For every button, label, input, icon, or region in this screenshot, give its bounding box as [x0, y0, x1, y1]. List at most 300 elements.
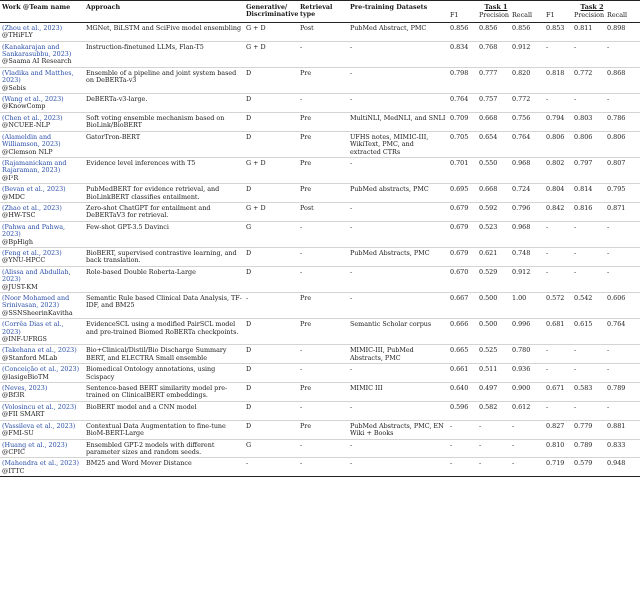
score-cell-t2f1: 0.681: [546, 320, 565, 329]
team-cell: [0, 67, 84, 93]
table-row: [0, 112, 640, 131]
table-row: [0, 383, 640, 402]
score-cell-t1f1: 0.596: [450, 402, 469, 411]
retrieval-cell: Pre: [300, 185, 312, 194]
citation-link[interactable]: (Huang et al., 2023): [2, 440, 68, 449]
score-cell-t2f1: -: [546, 222, 549, 231]
score-cell-t1r: 0.772: [512, 95, 531, 104]
generative-cell: -: [246, 294, 249, 302]
score-cell-t2f1: 0.794: [546, 113, 565, 122]
citation-link[interactable]: (Alameldin and Williamson, 2023): [2, 132, 61, 149]
citation-link[interactable]: (Noor Mohamed and Srinivasan, 2023): [2, 294, 70, 310]
team-name: @Sebis: [2, 83, 26, 92]
pretraining-cell: -: [350, 158, 353, 167]
score-cell-t1f1: -: [450, 440, 453, 449]
score-cell-t2p: -: [574, 95, 577, 104]
generative-cell: G + D: [246, 42, 266, 51]
pretraining-cell: -: [350, 402, 353, 411]
pretraining-cell: MIMIC-III, PubMed Abstracts, PMC: [350, 346, 414, 362]
score-cell-t1p: 0.529: [479, 267, 498, 276]
pretraining-cell: -: [350, 440, 353, 449]
header-task1-recall: Recall: [512, 12, 533, 20]
generative-cell: G: [246, 440, 252, 449]
table-row: [0, 94, 640, 113]
score-cell-t1p: 0.582: [479, 402, 498, 411]
score-cell-t1r: 1.00: [512, 294, 527, 302]
team-name: @THiFLY: [2, 31, 33, 40]
retrieval-cell: -: [300, 459, 303, 468]
pretraining-cell: Semantic Scholar corpus: [350, 320, 432, 329]
score-cell-t1f1: 0.798: [450, 68, 469, 77]
generative-cell: D: [246, 365, 252, 374]
score-cell-t1p: 0.500: [479, 294, 498, 302]
score-cell-t2r: 0.868: [607, 68, 626, 77]
header-task1-f1: F1: [450, 12, 459, 20]
generative-cell: D: [246, 248, 252, 257]
score-cell-t1r: 0.996: [512, 320, 531, 329]
retrieval-cell: Pre: [300, 132, 312, 141]
pretraining-cell: MIMIC III: [350, 384, 383, 393]
score-cell-t2f1: 0.671: [546, 384, 565, 393]
score-cell-t2r: 0.764: [607, 320, 626, 329]
pretraining-cell: UFHS notes, MIMIC-III, WikiText, PMC, and extracted CTRs: [350, 132, 429, 156]
approach-cell: GatorTron-BERT: [86, 132, 141, 141]
score-cell-t2p: 0.814: [574, 185, 593, 194]
pretraining-cell: -: [350, 294, 353, 302]
team-name: @ITTC: [2, 466, 25, 475]
approach-cell: Ensembled GPT-2 models with different parameter sizes and random seeds.: [86, 440, 215, 456]
retrieval-cell: Pre: [300, 384, 312, 393]
retrieval-cell: Pre: [300, 113, 312, 122]
team-cell: [0, 401, 84, 420]
score-cell-t2p: 0.542: [574, 294, 593, 302]
team-cell: [0, 157, 84, 183]
team-name: @FMI-SU: [2, 429, 34, 438]
team-cell: [0, 458, 84, 477]
approach-cell: Zero-shot ChatGPT for entailment and DeBERTaV3 for retrieval.: [86, 203, 211, 220]
score-cell-t2f1: 0.827: [546, 421, 565, 430]
retrieval-cell: -: [300, 267, 303, 276]
header-task2-f1: F1: [546, 12, 555, 20]
generative-cell: D: [246, 95, 252, 104]
retrieval-cell: Pre: [300, 158, 312, 167]
score-cell-t2p: -: [574, 365, 577, 374]
score-cell-t2r: 0.806: [607, 132, 626, 141]
team-name: @NCUEE-NLP: [2, 121, 51, 130]
score-cell-t1r: 0.912: [512, 42, 531, 51]
score-cell-t1p: 0.768: [479, 42, 498, 51]
retrieval-cell: -: [300, 365, 303, 374]
retrieval-cell: -: [300, 402, 303, 411]
retrieval-cell: -: [300, 95, 303, 104]
score-cell-t1f1: 0.695: [450, 185, 469, 194]
approach-cell: MGNet, BiLSTM and SciFive model ensembling: [86, 23, 242, 32]
score-cell-t1r: 0.780: [512, 346, 531, 355]
score-cell-t2p: 0.811: [574, 23, 593, 32]
team-cell: [0, 266, 84, 292]
score-cell-t1r: -: [512, 421, 515, 430]
score-cell-t2p: 0.583: [574, 384, 593, 393]
table-row: [0, 67, 640, 93]
score-cell-t1p: -: [479, 421, 482, 430]
approach-cell: Role-based Double Roberta-Large: [86, 267, 196, 276]
score-cell-t1r: 0.856: [512, 23, 531, 32]
team-name: @HW-TSC: [2, 211, 36, 220]
score-cell-t2p: -: [574, 346, 577, 355]
pretraining-cell: PubMed Abstracts, PMC: [350, 248, 430, 257]
score-cell-t1f1: 0.661: [450, 365, 469, 374]
score-cell-t2f1: 0.853: [546, 23, 565, 32]
approach-cell: DeBERTa-v3-large.: [86, 95, 148, 104]
score-cell-t1r: 0.756: [512, 113, 531, 122]
team-cell: [0, 112, 84, 131]
team-cell: [0, 94, 84, 113]
retrieval-cell: -: [300, 248, 303, 257]
approach-cell: BioBERT model and a CNN model: [86, 402, 197, 411]
retrieval-cell: Pre: [300, 294, 312, 302]
team-name: @KnowComp: [2, 102, 46, 111]
citation-link[interactable]: (Neves, 2023): [2, 384, 48, 393]
score-cell-t2r: 0.881: [607, 421, 626, 430]
retrieval-cell: Pre: [300, 320, 312, 329]
team-cell: [0, 383, 84, 402]
table-row: [0, 221, 640, 247]
score-cell-t2r: -: [607, 222, 610, 231]
score-cell-t1r: 0.968: [512, 158, 531, 167]
approach-cell: Instruction-finetuned LLMs, Flan-T5: [86, 42, 204, 51]
score-cell-t1p: -: [479, 459, 482, 468]
approach-cell: Semantic Rule based Clinical Data Analysis, TF-IDF, and BM25: [86, 294, 242, 310]
team-name: @CPIC: [2, 447, 25, 456]
team-cell: [0, 439, 84, 458]
score-cell-t2r: -: [607, 346, 610, 355]
citation-link[interactable]: (Chen et al., 2023): [2, 113, 63, 122]
score-cell-t1f1: 0.705: [450, 132, 469, 141]
score-cell-t2f1: -: [546, 95, 549, 104]
score-cell-t1f1: 0.666: [450, 320, 469, 329]
retrieval-cell: Post: [300, 203, 314, 212]
citation-link[interactable]: (Bevan et al., 2023): [2, 185, 66, 194]
table-row: [0, 41, 640, 67]
table-row: [0, 22, 640, 41]
score-cell-t1r: 0.900: [512, 384, 531, 393]
score-cell-t2p: 0.816: [574, 203, 593, 212]
pretraining-cell: -: [350, 68, 353, 77]
generative-cell: D: [246, 346, 252, 355]
score-cell-t1f1: 0.679: [450, 222, 469, 231]
citation-link[interactable]: (Zhao et al., 2023): [2, 203, 62, 212]
score-cell-t2r: 0.833: [607, 440, 626, 449]
approach-cell: Contextual Data Augmentation to fine-tune BioM-BERT-Large: [86, 421, 226, 438]
approach-cell: Soft voting ensemble mechanism based on BioLink/BioBERT: [86, 113, 225, 130]
header-task1: Task 1: [484, 3, 508, 11]
team-name: @INF-UFRGS: [2, 335, 47, 344]
table-row: [0, 458, 640, 477]
score-cell-t2p: -: [574, 222, 577, 231]
team-cell: [0, 293, 84, 319]
score-cell-t2r: 0.795: [607, 185, 626, 194]
score-cell-t1f1: 0.834: [450, 42, 469, 51]
generative-cell: D: [246, 185, 252, 194]
retrieval-cell: Post: [300, 23, 314, 32]
score-cell-t1r: 0.724: [512, 185, 531, 194]
score-cell-t2f1: -: [546, 248, 549, 257]
team-name: @SSNSheerinKavitha: [2, 308, 73, 317]
score-cell-t1r: 0.748: [512, 248, 531, 257]
table-row: [0, 319, 640, 345]
citation-link[interactable]: (Vladika and Matthes, 2023): [2, 68, 74, 85]
team-name: @Stanford MLab: [2, 353, 58, 362]
pretraining-cell: -: [350, 95, 353, 104]
approach-cell: Sentence-based BERT similarity model pre-trained on ClinicalBERT embeddings.: [86, 384, 228, 400]
score-cell-t2f1: -: [546, 365, 549, 374]
header-generative: Generative/ Discriminative: [246, 3, 298, 19]
team-name: @I²R: [2, 173, 19, 182]
generative-cell: D: [246, 267, 252, 276]
score-cell-t2r: 0.786: [607, 113, 626, 122]
score-cell-t2f1: 0.818: [546, 68, 565, 77]
table-row: [0, 439, 640, 458]
team-name: @Saama AI Research: [2, 57, 72, 66]
citation-link[interactable]: (Takehana et al., 2023): [2, 346, 77, 355]
generative-cell: G: [246, 222, 252, 231]
score-cell-t2r: 0.898: [607, 23, 626, 32]
team-cell: [0, 131, 84, 157]
approach-cell: Biomedical Ontology annotations, using Scispacy: [86, 365, 216, 381]
generative-cell: -: [246, 459, 249, 468]
team-cell: [0, 247, 84, 266]
score-cell-t2f1: -: [546, 346, 549, 355]
score-cell-t2r: 0.871: [607, 203, 626, 212]
team-name: @FII SMART: [2, 410, 45, 419]
header-approach: Approach: [86, 3, 121, 11]
approach-cell: Few-shot GPT-3.5 Davinci: [86, 222, 169, 231]
header-retrieval: Retrieval type: [300, 3, 333, 19]
score-cell-t1r: -: [512, 440, 515, 449]
score-cell-t1p: 0.592: [479, 203, 498, 212]
approach-cell: BioBERT, supervised contrastive learning, and back translation.: [86, 248, 237, 265]
table-row: [0, 401, 640, 420]
team-cell: [0, 420, 84, 439]
team-cell: [0, 364, 84, 383]
retrieval-cell: -: [300, 346, 303, 355]
score-cell-t2p: -: [574, 267, 577, 276]
header-task2: Task 2: [580, 3, 604, 11]
table-row: [0, 364, 640, 383]
citation-link[interactable]: (Alissa and Abdullah, 2023): [2, 267, 71, 284]
score-cell-t2r: 0.807: [607, 158, 626, 167]
team-name: @BpHigh: [2, 237, 34, 246]
team-name: @MDC: [2, 192, 25, 201]
generative-cell: G + D: [246, 158, 266, 167]
generative-cell: G + D: [246, 23, 266, 32]
citation-link[interactable]: (Wang et al., 2023): [2, 95, 64, 104]
score-cell-t1r: 0.796: [512, 203, 531, 212]
team-name: @Bf3R: [2, 391, 25, 400]
generative-cell: D: [246, 320, 252, 329]
score-cell-t2f1: 0.719: [546, 459, 565, 468]
score-cell-t1p: 0.500: [479, 320, 498, 329]
score-cell-t1p: 0.511: [479, 365, 498, 374]
score-cell-t2r: -: [607, 365, 610, 374]
score-cell-t1p: 0.777: [479, 68, 498, 77]
score-cell-t1r: 0.764: [512, 132, 531, 141]
team-cell: [0, 345, 84, 364]
score-cell-t2f1: 0.806: [546, 132, 565, 141]
pretraining-cell: PubMed abstracts, PMC: [350, 185, 429, 194]
citation-link[interactable]: (Mahendra et al., 2023): [2, 459, 79, 468]
header-team: Work @Team name: [2, 3, 71, 11]
score-cell-t2r: 0.789: [607, 384, 626, 393]
citation-link[interactable]: (Zhou et al., 2023): [2, 23, 63, 32]
approach-cell: EvidenceSCL using a modified PairSCL model and pre-trained Biomed RoBERTa checkpoints.: [86, 320, 239, 336]
score-cell-t2f1: 0.810: [546, 440, 565, 449]
score-cell-t1f1: 0.856: [450, 23, 469, 32]
score-cell-t1p: 0.668: [479, 113, 498, 122]
score-cell-t1f1: 0.679: [450, 248, 469, 257]
team-name: @lasigeBioTM: [2, 372, 49, 381]
score-cell-t2p: 0.779: [574, 421, 593, 430]
score-cell-t2p: 0.772: [574, 68, 593, 77]
score-cell-t2f1: 0.842: [546, 203, 565, 212]
score-cell-t2r: -: [607, 42, 610, 51]
score-cell-t1r: 0.968: [512, 222, 531, 231]
header-task2-precision: Precision: [574, 12, 605, 20]
table-row: [0, 247, 640, 266]
retrieval-cell: Pre: [300, 421, 312, 430]
score-cell-t1r: 0.936: [512, 365, 531, 374]
team-cell: [0, 41, 84, 67]
score-cell-t1p: 0.856: [479, 23, 498, 32]
header-task1-precision: Precision: [479, 12, 510, 20]
approach-cell: Ensemble of a pipeline and joint system based on DeBERTa-v3: [86, 68, 237, 85]
pretraining-cell: -: [350, 459, 353, 468]
table-row: [0, 184, 640, 203]
score-cell-t2f1: 0.802: [546, 158, 565, 167]
citation-link[interactable]: (Pahwa and Pahwa, 2023): [2, 222, 66, 239]
score-cell-t2p: 0.806: [574, 132, 593, 141]
pretraining-cell: -: [350, 365, 353, 374]
table-row: [0, 420, 640, 439]
score-cell-t1f1: 0.670: [450, 267, 469, 276]
generative-cell: D: [246, 68, 252, 77]
score-cell-t1r: 0.912: [512, 267, 531, 276]
score-cell-t2p: 0.789: [574, 440, 593, 449]
generative-cell: D: [246, 402, 252, 411]
table-row: [0, 266, 640, 292]
score-cell-t2r: 0.606: [607, 294, 626, 302]
score-cell-t2r: 0.948: [607, 459, 626, 468]
score-cell-t1p: 0.668: [479, 185, 498, 194]
score-cell-t1p: 0.525: [479, 346, 498, 355]
score-cell-t1p: 0.550: [479, 158, 498, 167]
score-cell-t1p: 0.621: [479, 248, 498, 257]
citation-link[interactable]: (Feng et al., 2023): [2, 248, 62, 257]
team-cell: [0, 184, 84, 203]
score-cell-t1p: 0.757: [479, 95, 498, 104]
retrieval-cell: Pre: [300, 68, 312, 77]
citation-link[interactable]: (Vassileva et al., 2023): [2, 421, 76, 430]
team-name: @JUST-KM: [2, 282, 38, 291]
score-cell-t1f1: -: [450, 421, 453, 430]
retrieval-cell: -: [300, 440, 303, 449]
score-cell-t2f1: -: [546, 402, 549, 411]
citation-link[interactable]: (Volosincu et al., 2023): [2, 402, 77, 411]
retrieval-cell: -: [300, 42, 303, 51]
score-cell-t2f1: -: [546, 42, 549, 51]
approach-cell: Bio+Clinical/Distil/Bio Discharge Summary BERT, and ELECTRA Small ensemble: [86, 346, 227, 362]
score-cell-t2p: -: [574, 248, 577, 257]
score-cell-t2f1: 0.572: [546, 294, 565, 302]
header-task2-recall: Recall: [607, 12, 628, 20]
generative-cell: G + D: [246, 203, 266, 212]
score-cell-t1f1: 0.709: [450, 113, 469, 122]
citation-link[interactable]: (Corrêa Dias et al., 2023): [2, 320, 64, 336]
header-pretraining: Pre-training Datasets: [350, 3, 428, 11]
citation-link[interactable]: (Kanakarajan and Sankarasubbu, 2023): [2, 42, 72, 59]
pretraining-cell: -: [350, 222, 353, 231]
score-cell-t2f1: 0.804: [546, 185, 565, 194]
approach-cell: Evidence level inferences with T5: [86, 158, 196, 167]
score-cell-t1f1: 0.640: [450, 384, 469, 393]
team-cell: [0, 22, 84, 41]
retrieval-cell: -: [300, 222, 303, 231]
score-cell-t2r: -: [607, 402, 610, 411]
team-name: @YNU-HPCC: [2, 256, 46, 265]
score-cell-t2p: -: [574, 402, 577, 411]
table-row: [0, 131, 640, 157]
results-table-body: [0, 22, 640, 476]
pretraining-cell: PubMed Abstracts, PMC, EN Wiki + Books: [350, 421, 444, 438]
score-cell-t1f1: 0.665: [450, 346, 469, 355]
generative-cell: D: [246, 421, 252, 430]
table-row: [0, 202, 640, 221]
score-cell-t2p: 0.803: [574, 113, 593, 122]
team-name: @Clemson NLP: [2, 147, 53, 156]
pretraining-cell: -: [350, 267, 353, 276]
team-cell: [0, 319, 84, 345]
table-row: [0, 345, 640, 364]
generative-cell: D: [246, 113, 252, 122]
score-cell-t1f1: 0.764: [450, 95, 469, 104]
citation-link[interactable]: (Conceição et al., 2023): [2, 365, 80, 374]
score-cell-t1p: 0.523: [479, 222, 498, 231]
approach-cell: BM25 and Word Mover Distance: [86, 459, 192, 468]
generative-cell: D: [246, 384, 252, 393]
score-cell-t2p: 0.797: [574, 158, 593, 167]
approach-cell: PubMedBERT for evidence retrieval, and BioLinkBERT classifies entailment.: [86, 185, 220, 201]
score-cell-t2r: -: [607, 248, 610, 257]
team-cell: [0, 221, 84, 247]
pretraining-cell: -: [350, 42, 353, 51]
score-cell-t1r: 0.820: [512, 68, 531, 77]
pretraining-cell: PubMed Abstract, PMC: [350, 23, 427, 32]
generative-cell: D: [246, 132, 252, 141]
table-row: [0, 157, 640, 183]
score-cell-t1f1: 0.667: [450, 294, 469, 302]
score-cell-t2f1: -: [546, 267, 549, 276]
score-cell-t2p: -: [574, 42, 577, 51]
team-cell: [0, 202, 84, 221]
score-cell-t1r: -: [512, 459, 515, 468]
score-cell-t2r: -: [607, 95, 610, 104]
score-cell-t1f1: -: [450, 459, 453, 468]
score-cell-t2p: 0.615: [574, 320, 593, 329]
pretraining-cell: -: [350, 203, 353, 212]
score-cell-t1p: 0.654: [479, 132, 498, 141]
citation-link[interactable]: (Rajamanickam and Rajaraman, 2023): [2, 158, 67, 175]
score-cell-t1p: 0.497: [479, 384, 498, 393]
